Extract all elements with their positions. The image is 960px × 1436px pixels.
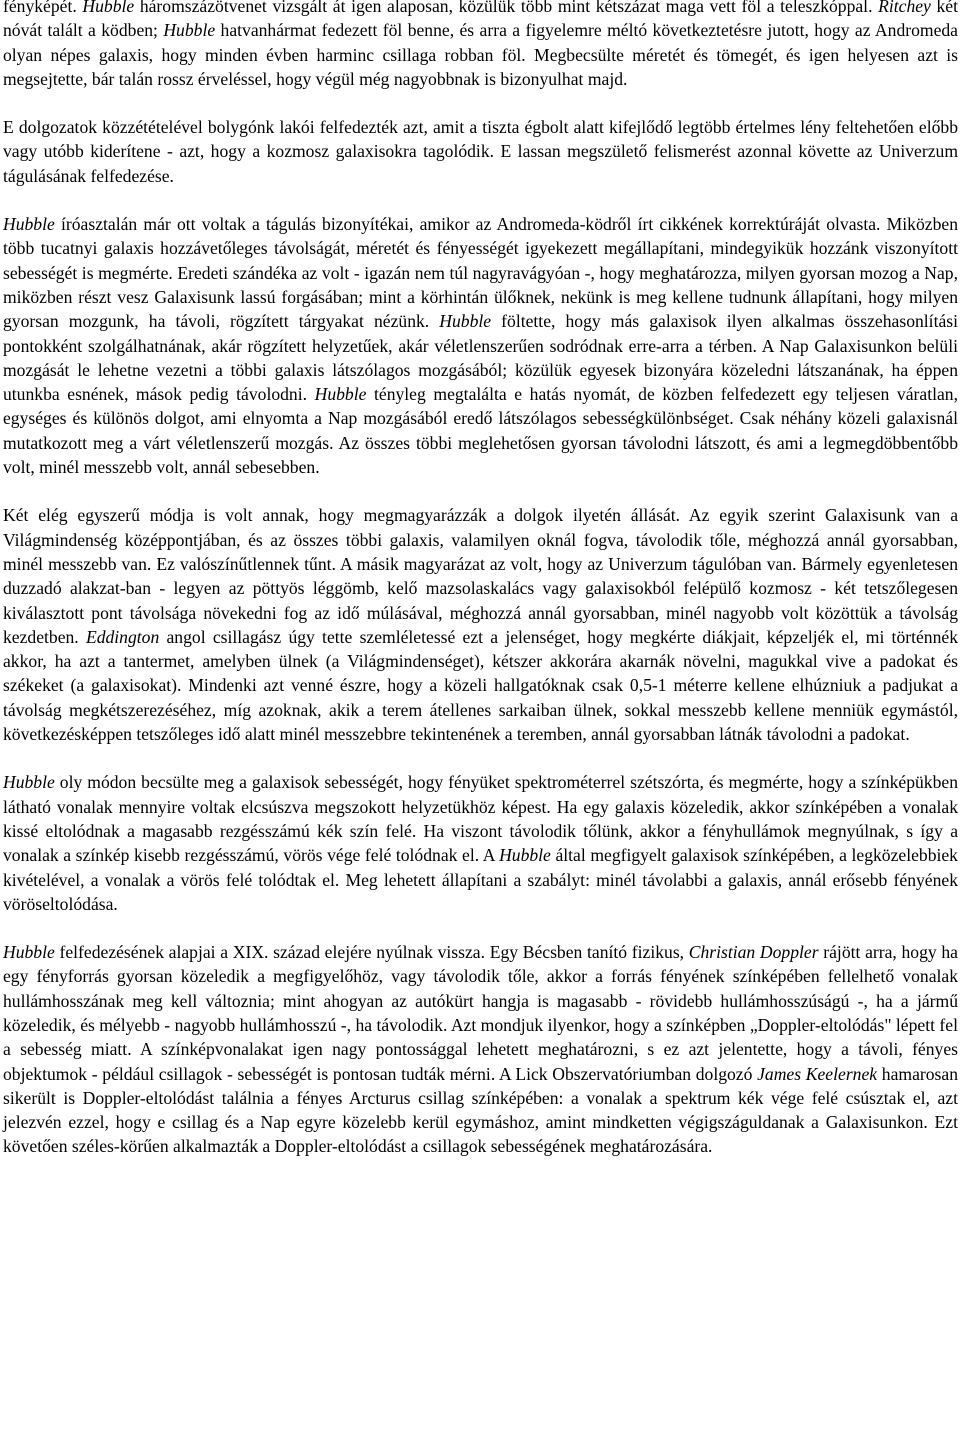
paragraph <box>3 0 958 91</box>
paragraph-gap <box>3 188 958 212</box>
paragraph <box>3 770 958 916</box>
paragraph <box>3 940 958 1159</box>
italic-name: Hubble <box>163 20 216 41</box>
paragraph-gap <box>3 91 958 115</box>
text-run: felfedezésének alapjai a XIX. század elejére nyúlnak vissza. Egy Bécsben tanító fizikus, <box>54 942 689 963</box>
text-run: Két elég egyszerű módja is volt annak, hogy megmagyarázzák a dolgok ilyetén állását. Az egyik szerint Galaxisunk van a Világmindenség középpontjában, és az összes többi galaxis, valamilyen oknál fogva, távolodik tőle, méghozzá annál gyorsabban, minél messzebb van. Ez valószínűtlennek tűnt. A másik magyarázat az volt, hogy az Univerzum tágulóban van. Bármely egyenletesen duzzadó alakzat-ban - legyen az pöttyös léggömb, kelő mazsolaskalács vagy galaxisokból felépülő kozmosz - két tetszőlegesen kiválasztott pont távolsága növekedni fog az idő múlásával, méghozzá annál gyorsabban, minél nagyobb volt közöttük a távolság kezdetben. <box>3 505 958 647</box>
document-page <box>3 0 958 1159</box>
italic-name: Eddington <box>85 626 160 647</box>
italic-name: Hubble <box>3 942 55 963</box>
italic-name: Hubble <box>82 0 135 16</box>
italic-name: Hubble <box>499 845 551 866</box>
italic-name: Hubble <box>314 384 367 405</box>
paragraph-gap <box>3 916 958 940</box>
italic-name: Hubble <box>439 311 492 332</box>
text-run: oly módon becsülte meg a galaxisok sebességét, hogy fényüket spektrométerrel szétszórta, és megmérte, hogy a színképükben látható vonalak mennyire voltak elcsúszva megszokott helyzetükhöz képest. Ha egy galaxis közeledik, akkor színképében a vonalak kissé eltolódnak a magasabb rezgésszámú kék szín felé. Ha viszont távolodik tőlünk, akkor a fényhullámok megnyúlnak, s így a vonalak a színkép kisebb rezgésszámú, vörös vége felé tolódnak el. A <box>3 772 958 866</box>
text-run: E dolgozatok közzétételével bolygónk lakói felfedezték azt, amit a tiszta égbolt alatt kifejlődő legtöbb értelmes lény feltehetően előbb vagy utóbb kiderítene - azt, hogy a kozmosz galaxisokra tagolódik. E lassan megszülető felismerést azonnal követte az Univerzum tágulásának felfedezése. <box>3 117 958 186</box>
text-run: fényképét. <box>3 0 83 16</box>
italic-name: Hubble <box>3 214 55 235</box>
paragraph <box>3 212 958 479</box>
italic-name: Ritchey <box>878 0 931 16</box>
text-run: két nóvát talált a ködben; <box>3 0 958 41</box>
paragraph-gap <box>3 746 958 770</box>
paragraph <box>3 115 958 188</box>
paragraph-gap <box>3 479 958 503</box>
italic-name: James Keelernek <box>757 1063 878 1084</box>
text-run: háromszázötvenet vizsgált át igen alaposan, közülük több mint kétszázat maga vett föl a teleszkóppal. <box>134 0 879 16</box>
text-run: hamarosan sikerült is Doppler-eltolódást találnia a fényes Arcturus csillag színképében: a vonalak a spektrum kék vége felé csúsztak el, azt jelezvén ezzel, hogy e csillag és a Nap egyre közelebb kerül egymáshoz, amint mindketten végigszáguldanak a Galaxisunkon. Ezt követően széles-körűen alkalmazták a Doppler-eltolódást a csillagok sebességének meghatározására. <box>3 1063 958 1157</box>
text-run: tényleg megtalálta e hatás nyomát, de közben felfedezett egy teljesen váratlan, egységes és különös dolgot, ami elnyomta a Nap mozgásából eredő látszólagos sebességkülönbséget. Csak néhány közeli galaxisnál mutatkozott meg a várt véletlenszerű mozgás. Az összes többi meglehetősen gyorsan távolodni látszott, és ami a legmegdöbbentőbb volt, minél messzebb volt, annál sebesebben. <box>3 384 958 478</box>
text-run: hatvanhármat fedezett föl benne, és arra a figyelemre méltó következtetésre jutott, hogy az Andromeda olyan népes galaxis, hogy minden évben harminc csillaga robban föl. Megbecsülte méretét és tömegét, és igen helyesen azt is megsejtette, bár talán rossz érveléssel, hogy végül még nagyobbnak is bizonyulhat majd. <box>3 20 958 89</box>
italic-name: Christian Doppler <box>688 942 819 963</box>
text-run: által megfigyelt galaxisok színképében, a legközelebbiek kivételével, a vonalak a vörös felé tolódtak el. Meg lehetett állapítani a szabályt: minél távolabbi a galaxis, annál erősebb fényének vöröseltolódása. <box>3 845 958 914</box>
italic-name: Hubble <box>3 772 55 793</box>
text-run: angol csillagász úgy tette szemléletessé ezt a jelenséget, hogy megkérte diákjait, képzeljék el, mi történnék akkor, ha azt a tantermet, amelyben ülnek (a Világmindenséget), kétszer akkorára akarnák növelni, magukkal vive a padokat és székeket (a galaxisokat). Mindenki azt venné észre, hogy a közeli hallgatóknak csak 0,5-1 méterre kellene elhúzniuk a padjukat a távolság megkétszerezéséhez, míg azoknak, akik a terem átellenes sarkaiban ülnek, sokkal messzebb kellene menniük egymástól, következésképpen tetszőleges idő alatt minél messzebbre tekintenének a teremben, annál gyorsabban látnák távolodni a padokat. <box>3 626 958 745</box>
paragraph <box>3 503 958 746</box>
text-run: rájött arra, hogy ha egy fényforrás gyorsan közeledik a megfigyelőhöz, vagy távolodik tőle, akkor a forrás fényének színképében fellelhető vonalak hullámhosszának meg kell változnia; mint ahogyan az autókürt hangja is magasabb - rövidebb hullámhosszúságú -, ha a jármű közeledik, és mélyebb - nagyobb hullámhosszú -, ha távolodik. Azt mondjuk ilyenkor, hogy a színképben „Doppler-eltolódás" lépett fel a sebesség miatt. A színképvonalakat igen nagy pontossággal lehetett meghatározni, s ez azt jelentette, hogy a távoli, fényes objektumok - például csillagok - sebességét is pontosan tudták mérni. A Lick Obszervatóriumban dolgozó <box>3 942 958 1084</box>
text-run: föltette, hogy más galaxisok ilyen alkalmas összehasonlítási pontokként szolgálhatnának, akár rögzített helyzetűek, akár véletlenszerűen sodródnak erre-arra a térben. A Nap Galaxisunkon belüli mozgását le lehetne vezetni a többi galaxis látszólagos mozgásából; közülük egyesek bizonyára közeledni látszanának, ha éppen utunkba esnének, mások pedig távolodni. <box>3 311 958 405</box>
text-run: íróasztalán már ott voltak a tágulás bizonyítékai, amikor az Andromeda-ködről írt cikkének korrektúráját olvasta. Miközben több tucatnyi galaxis hozzávetőleges távolságát, méretét és fényességét igyekezett megállapítani, mindegyikük hozzánk viszonyított sebességét is megmérte. Eredeti szándéka az volt - igazán nem túl nagyravágyóan -, hogy meghatározza, milyen gyorsan mozog a Nap, miközben részt vesz Galaxisunk lassú forgásában; mint a körhintán ülőknek, nekünk is meg kellene tudnunk állapítani, hogy milyen gyorsan mozgunk, ha távoli, rögzített tárgyakat nézünk. <box>3 214 958 332</box>
